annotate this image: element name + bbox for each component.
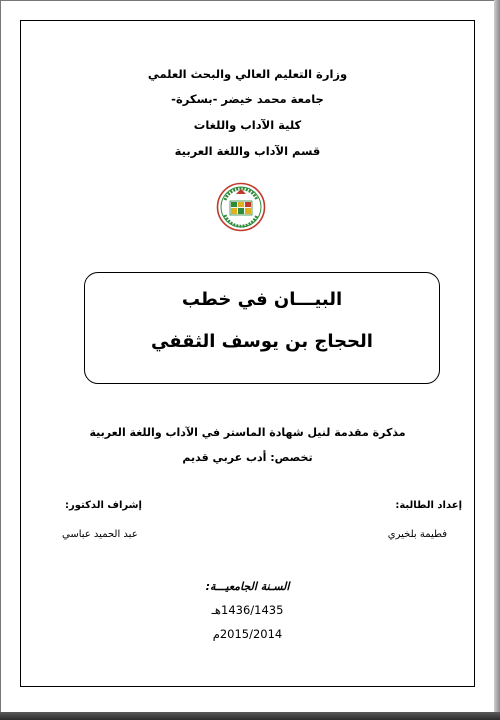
- student-name: فطيمة بلخيري: [387, 529, 447, 540]
- faculty-text: كلية الآداب واللغات: [193, 118, 302, 132]
- university-text: جامعة محمد خيضر -بسكرة-: [171, 92, 324, 106]
- academic-year-gregorian: 2015/2014م: [212, 627, 283, 641]
- title-line-2: الحجاج بن يوسف الثقفي: [151, 331, 373, 352]
- page-shadow-right: [494, 0, 500, 720]
- title-box: [84, 272, 440, 384]
- academic-year-label: السـنة الجامعيـــة:: [205, 580, 290, 593]
- page-shadow-bottom: [0, 712, 500, 720]
- thesis-description: مذكرة مقدمة لنيل شهادة الماستر في الآداب واللغة العربية: [89, 426, 406, 439]
- university-logo-icon: [216, 182, 266, 232]
- department-text: قسم الآداب واللغة العربية: [174, 144, 321, 158]
- supervisor-label: إشراف الدكتور:: [65, 500, 142, 511]
- supervisor-name: عبد الحميد عباسي: [62, 529, 138, 540]
- academic-year-hijri: 1436/1435هـ: [211, 603, 284, 617]
- ministry-text: وزارة التعليم العالي والبحث العلمي: [147, 67, 348, 81]
- title-line-1: البيـــان في خطب: [181, 289, 343, 310]
- thesis-specialty: تخصص: أدب عربي قديم: [182, 451, 313, 464]
- student-label: إعداد الطالبة:: [395, 500, 462, 511]
